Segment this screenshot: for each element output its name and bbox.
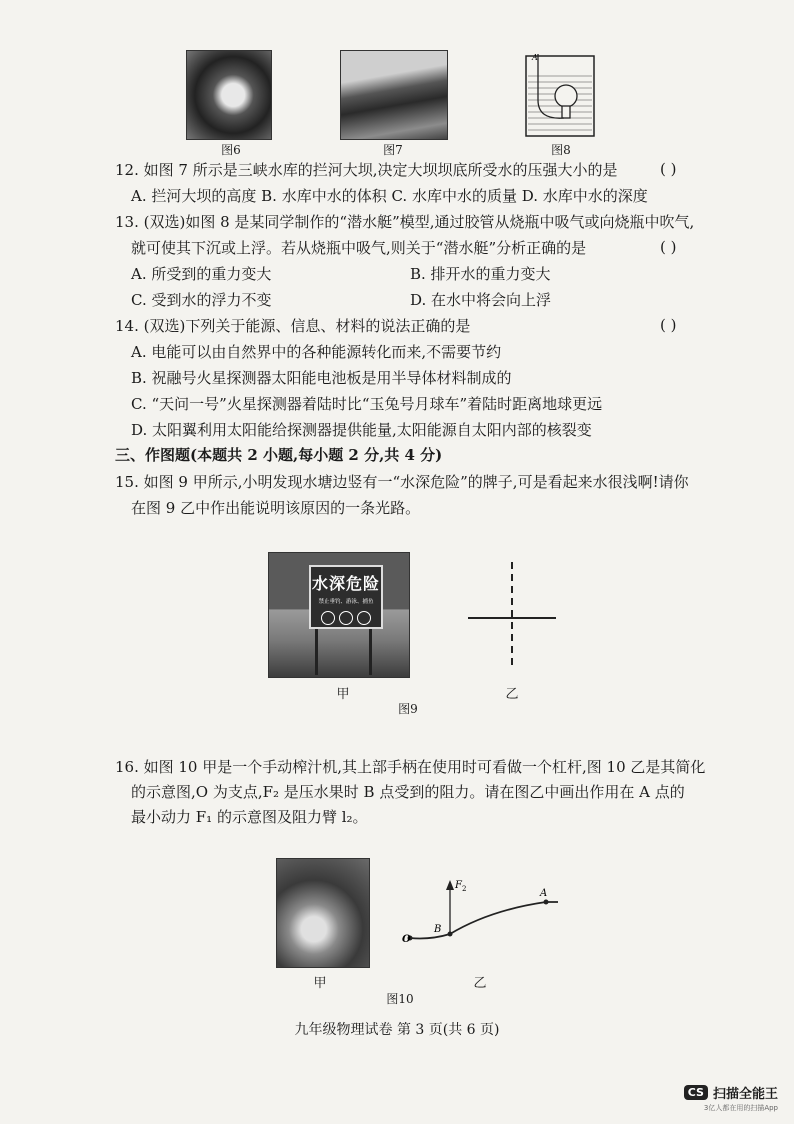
fig10-label-f-sub: 2 <box>462 885 467 893</box>
sign-post-left <box>315 629 318 675</box>
fig9-yi-diagram <box>460 558 560 674</box>
q13-option-c: C. 受到水的浮力不变 <box>131 291 272 309</box>
section3-title: 三、作图题(本题共 2 小题,每小题 2 分,共 4 分) <box>115 446 443 464</box>
fig10-jia-label: 甲 <box>313 976 327 991</box>
fig7-photo <box>340 50 448 140</box>
fig10-label-b: B <box>434 924 442 935</box>
q13-option-b: B. 排开水的重力变大 <box>410 265 551 283</box>
no-fishing-icon <box>321 611 335 625</box>
fig10-caption: 图10 <box>386 992 414 1006</box>
q13-option-d: D. 在水中将会向上浮 <box>410 291 552 309</box>
fig10-yi-label: 乙 <box>473 976 487 991</box>
danger-sign-title: 水深危险 <box>311 574 380 593</box>
q13-answer-paren[interactable]: ( ) <box>660 238 677 256</box>
q14-option-a: A. 电能可以由自然界中的各种能源转化而来,不需要节约 <box>131 343 502 361</box>
q14-stem: 14. (双选)下列关于能源、信息、材料的说法正确的是 <box>115 317 471 335</box>
fig10-label-a: A <box>540 888 548 899</box>
sign-post-right <box>369 629 372 675</box>
q16-line-2: 的示意图,O 为支点,F₂ 是压水果时 B 点受到的阻力。请在图乙中画出作用在 A 点的 <box>131 783 685 801</box>
q13-stem-1: 13. (双选)如图 8 是某同学制作的“潜水艇”模型,通过胶管从烧瓶中吸气或向烧瓶中吹气, <box>115 213 695 231</box>
camscanner-logo-icon: CS <box>684 1085 708 1100</box>
fig10-label-o: O <box>402 934 411 945</box>
q16-line-1: 16. 如图 10 甲是一个手动榨汁机,其上部手柄在使用时可看做一个杠杆,图 10 乙是其简化 <box>115 758 706 776</box>
q13-option-a: A. 所受到的重力变大 <box>131 265 272 283</box>
q14-option-d: D. 太阳翼利用太阳能给探测器提供能量,太阳能源自太阳内部的核裂变 <box>131 421 592 439</box>
danger-sign <box>309 565 383 629</box>
fig9-yi-label: 乙 <box>505 687 519 702</box>
scanner-watermark <box>684 1082 778 1113</box>
q12-answer-paren[interactable]: ( ) <box>660 160 677 178</box>
no-swimming-icon <box>339 611 353 625</box>
prohibition-icons <box>311 611 381 625</box>
fig8-diagram <box>524 50 598 140</box>
q16-line-3: 最小动力 F₁ 的示意图及阻力臂 l₂。 <box>131 808 368 826</box>
q12-options: A. 拦河大坝的高度 B. 水库中水的体积 C. 水库中水的质量 D. 水库中水的深度 <box>131 187 648 205</box>
q14-option-c: C. “天问一号”火星探测器着陆时比“玉兔号月球车”着陆时距离地球更远 <box>131 395 603 413</box>
no-netting-icon <box>357 611 371 625</box>
watermark-subtitle: 3亿人都在用的扫描App <box>703 1104 778 1112</box>
fig7-caption: 图7 <box>383 143 403 157</box>
fig9-caption: 图9 <box>398 702 418 716</box>
q15-line-2: 在图 9 乙中作出能说明该原因的一条光路。 <box>131 499 421 517</box>
fig10-yi-diagram <box>400 868 570 958</box>
fig6-photo <box>186 50 272 140</box>
fig9-jia-photo <box>268 552 410 678</box>
q12-stem: 12. 如图 7 所示是三峡水库的拦河大坝,决定大坝坝底所受水的压强大小的是 <box>115 161 618 179</box>
fig6-caption: 图6 <box>221 143 241 157</box>
fig10-label-f: F <box>455 880 462 891</box>
q14-option-b: B. 祝融号火星探测器太阳能电池板是用半导体材料制成的 <box>131 369 512 387</box>
danger-sign-subtitle: 禁止垂钓、游泳、捕鱼 <box>318 599 374 605</box>
fig8-caption: 图8 <box>551 143 571 157</box>
q14-answer-paren[interactable]: ( ) <box>660 316 677 334</box>
watermark-name: 扫描全能王 <box>712 1087 778 1102</box>
q13-stem-2: 就可使其下沉或上浮。若从烧瓶中吸气,则关于“潜水艇”分析正确的是 <box>131 239 587 257</box>
fig8-label-a: A <box>532 53 538 62</box>
fig10-jia-photo <box>276 858 370 968</box>
page-footer: 九年级物理试卷 第 3 页(共 6 页) <box>294 1022 500 1038</box>
fig9-jia-label: 甲 <box>336 687 350 702</box>
q15-line-1: 15. 如图 9 甲所示,小明发现水塘边竖有一“水深危险”的牌子,可是看起来水很浅啊!请你 <box>115 473 689 491</box>
